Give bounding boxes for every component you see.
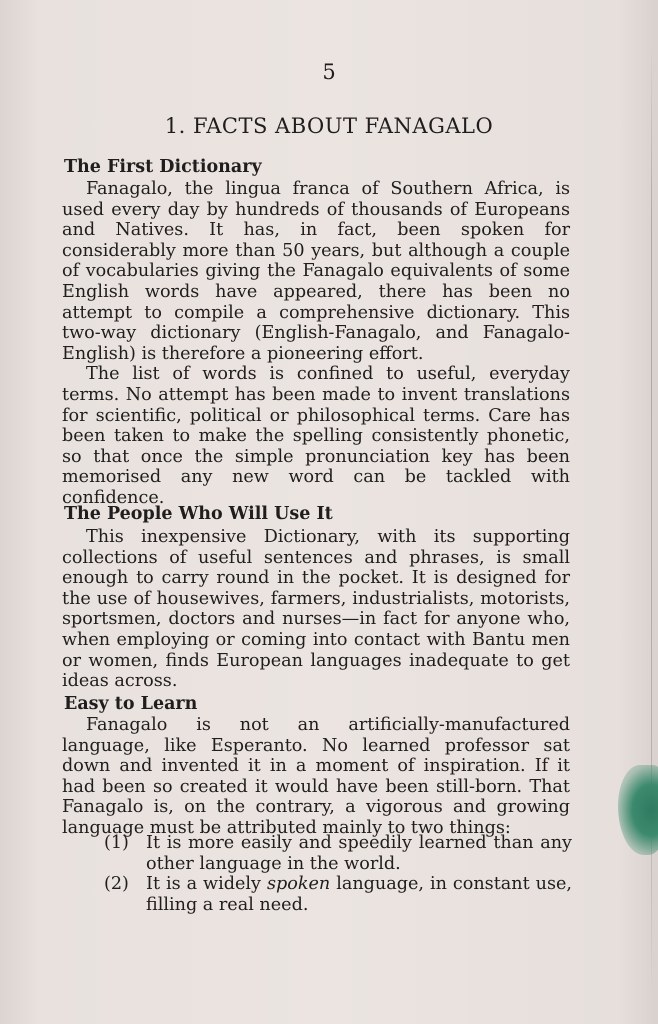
reasons-list bbox=[104, 833, 572, 915]
ink-stain bbox=[618, 765, 658, 855]
emphasized-word: spoken bbox=[266, 874, 331, 895]
paragraph: Fanagalo is not an artificially-manufactured language, like Esperanto. No learned professor sat down and invented it in a moment of inspiration. If it had been so created it would have been still-born. That Fanagalo is, on the contrary, a vigorous and growing language must be attributed mainly to two things: bbox=[62, 715, 570, 838]
page-number: 5 bbox=[322, 60, 336, 84]
page-edge-shadow bbox=[651, 40, 652, 1000]
list-item bbox=[104, 874, 572, 915]
list-item-text: It is more easily and speedily learned than any other language in the world. bbox=[146, 833, 572, 874]
section-body-people bbox=[62, 527, 570, 692]
section-heading-people: The People Who Will Use It bbox=[64, 504, 333, 524]
list-item bbox=[104, 833, 572, 874]
paragraph: This inexpensive Dictionary, with its supporting collections of useful sentences and phrases, is small enough to carry round in the pocket. It is designed for the use of housewives, farmers, industrialists, motorists, sportsmen, doctors and nurses—in fact for anyone who, when employing or coming into contact with Bantu men or women, finds European languages inadequate to get ideas across. bbox=[62, 527, 570, 692]
paragraph: Fanagalo, the lingua franca of Southern Africa, is used every day by hundreds of thousands of Europeans and Natives. It has, in fact, been spoken for considerably more than 50 years, but although a couple of vocabularies giving the Fanagalo equivalents of some English words have appeared, there has been no attempt to compile a comprehensive dictionary. This two-way dictionary (English-Fanagalo, and Fanagalo-English) is therefore a pioneering effort. bbox=[62, 179, 570, 364]
section-heading-first-dictionary: The First Dictionary bbox=[64, 157, 262, 177]
list-item-text-start: It is a widely bbox=[146, 874, 267, 895]
list-item-number: (1) bbox=[104, 833, 129, 853]
section-body-first-dictionary bbox=[62, 179, 570, 509]
list-item-number: (2) bbox=[104, 874, 129, 895]
paragraph: The list of words is confined to useful, everyday terms. No attempt has been made to invent translations for scientific, political or philosophical terms. Care has been taken to make the spelling consistently phonetic, so that once the simple pronunciation key has been memorised any new word can be tackled with confidence. bbox=[62, 364, 570, 508]
section-heading-easy-to-learn: Easy to Learn bbox=[64, 694, 198, 714]
list-item-text-end: language, in constant use, filling a real need. bbox=[146, 874, 572, 915]
section-body-easy-to-learn bbox=[62, 715, 570, 839]
chapter-title: 1. FACTS ABOUT FANAGALO bbox=[164, 114, 494, 138]
